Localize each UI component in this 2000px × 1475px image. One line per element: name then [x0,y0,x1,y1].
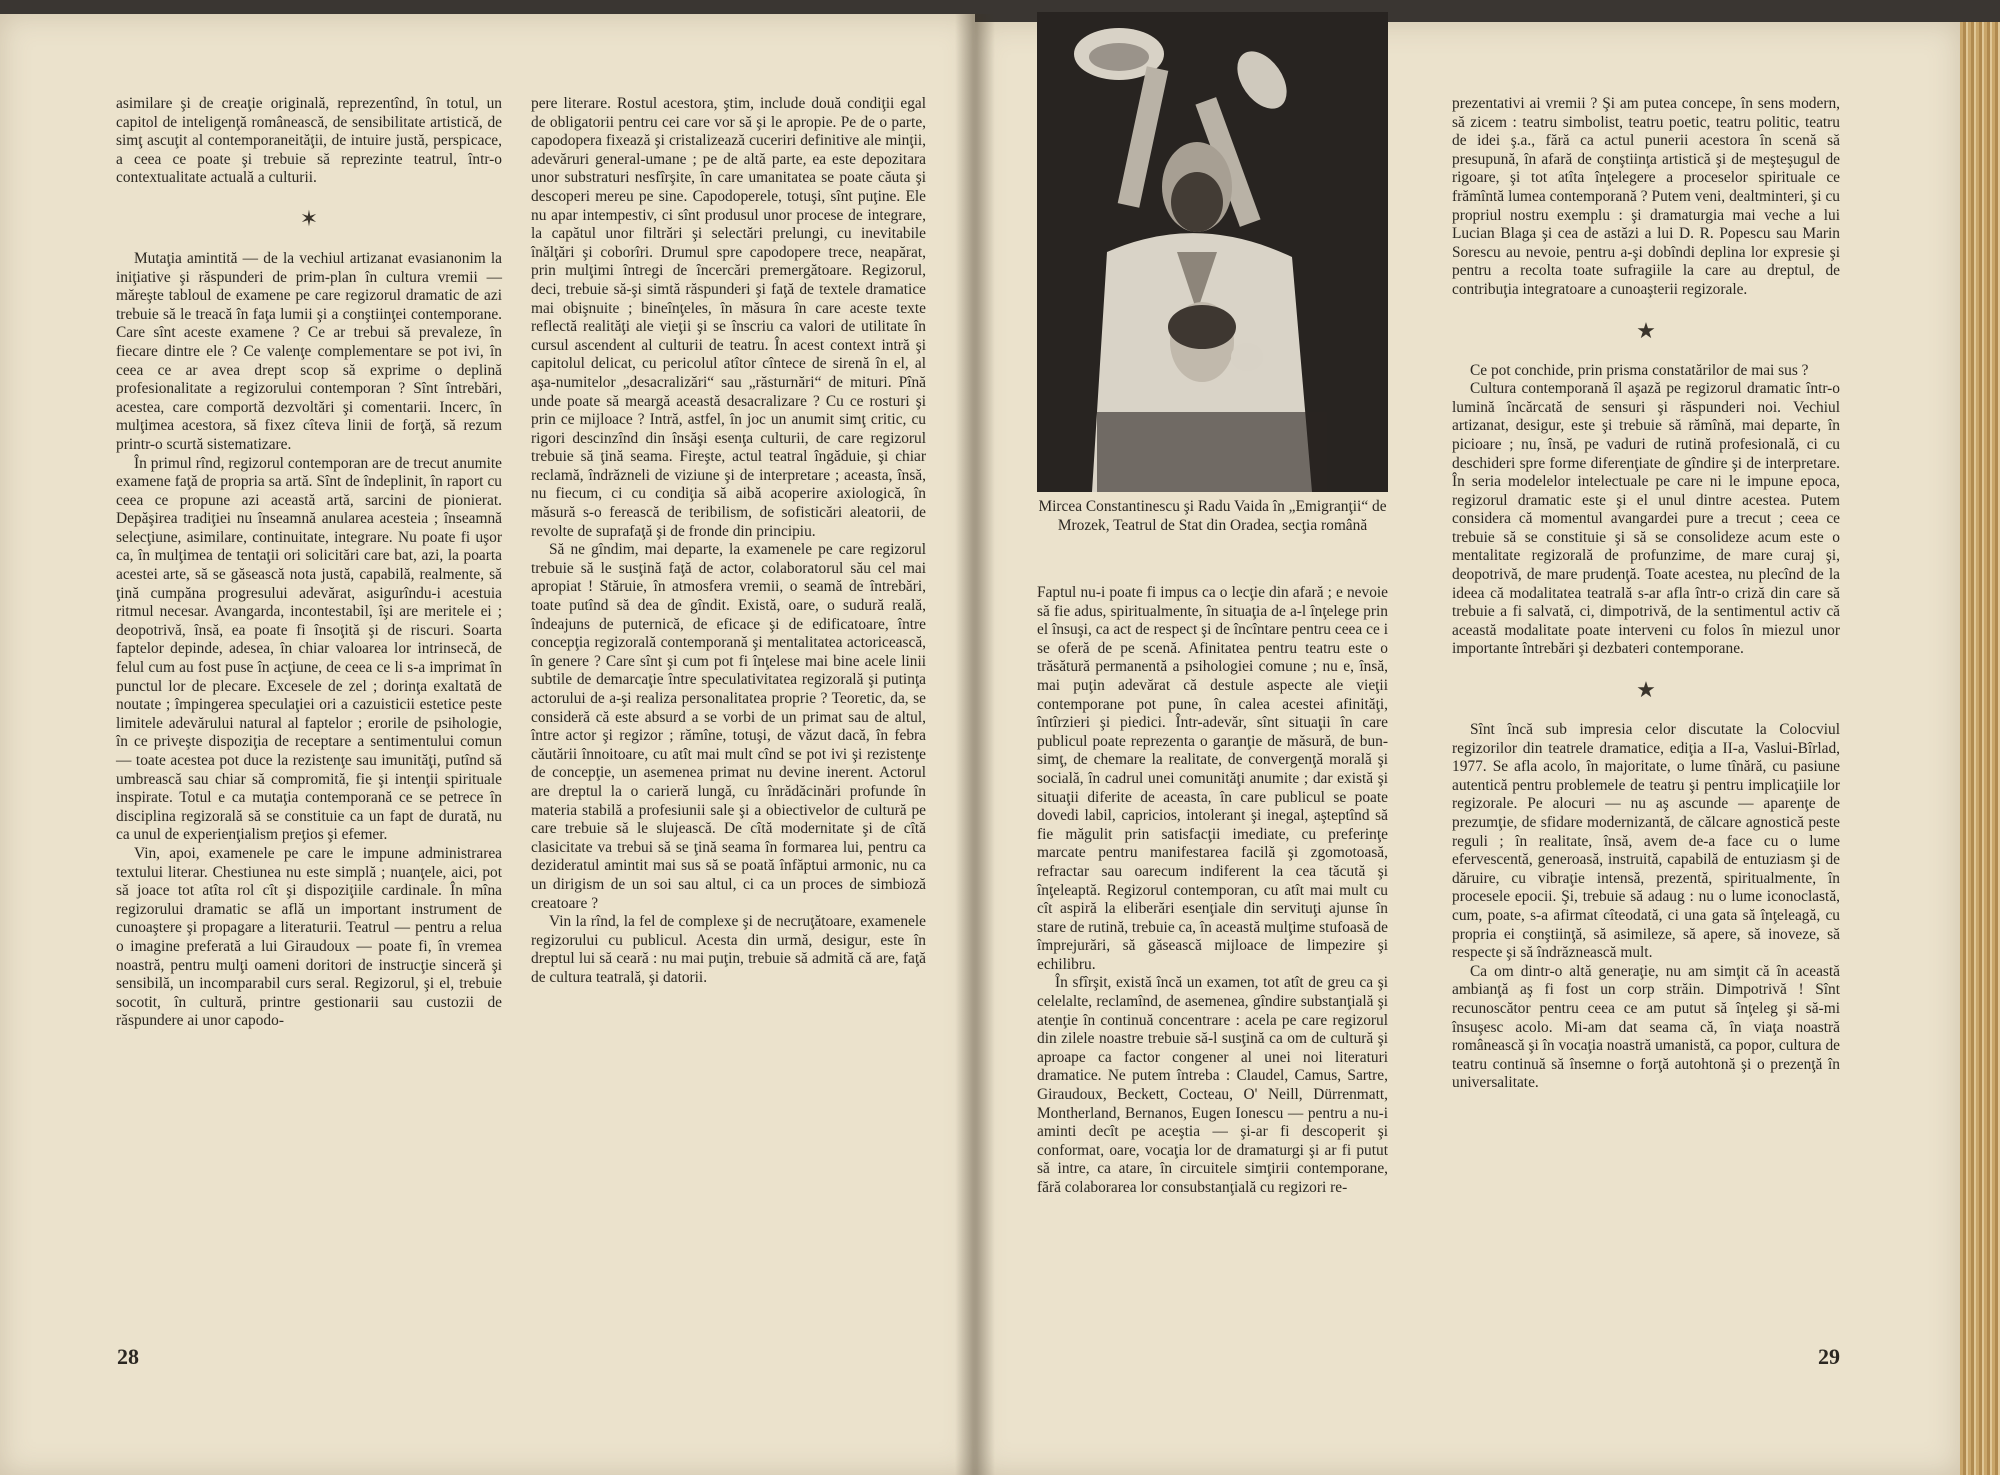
paragraph: Mutaţia amintită — de la vechiul artizanat evasianonim la iniţiative şi răspunderi de prim-plan în cultura vremii — măreşte tabloul de examene pe care regizorul dramatic de azi trebuie să le treacă în faţa lumii şi a conştiinţei contemporane. Care sînt aceste examene ? Ce ar trebui să prevaleze, în fiecare dintre ele ? Ce valenţe complementare se pot ivi, în ceea ce ar avea drept scop să exprime o deplină profesionalitate a regizorului contemporan ? Sînt întrebări, acestea, care comportă dezvoltări şi comentarii. Incerc, în mulţimea acestora, să fixez cîteva linii de forţă, să rezum printr-o scurtă sistematizare. [116,249,502,453]
paragraph: Să ne gîndim, mai departe, la examenele pe care regizorul trebuie să le susţină faţă de actor, colaboratorul său cel mai apropiat ! Stăruie, în atmosfera vremii, o seamă de întrebări, toate putînd să dea de gîndit. Există, oare, o sudură reală, îndeajuns de puternică, de eficace şi de edificatoare, între concepţia regizorală contemporană şi mentalitatea actoricească, în genere ? Care sînt şi cum pot fi înţelese mai bine acele linii subtile de demarcaţie între speculativitatea regizorală şi putinţa actorului de a-şi realiza personalitatea proprie ? Teoretic, da, se consideră că este absurd a se vorbi de un primat sau de altul, între actor şi regizor ; rămîne, totuşi, de văzut dacă, în febra căutării înnoitoare, cu atît mai mult cînd se pot ivi şi rezistenţe de concepţie, un asemenea primat nu devine inerent. Actorul are dreptul la o carieră lungă, cu înrădăcinări profunde în materia stabilă a profesiunii sale şi a obiectivelor de cultură pe care trebuie să le slujească. De cîtă modernitate şi de cîtă clasicitate va trebui să se ţină seama în formarea lui, pentru ca dezideratul amintit mai sus să se poată înfăptui armonic, nu ca un dirigism de un soi sau altul, ci ca un proces de simbioză creatoare ? [531,541,926,912]
stage-photo [1037,12,1388,492]
page-number-left: 28 [117,1344,139,1369]
paragraph: Vin, apoi, examenele pe care le impune administrarea textului literar. Chestiunea nu este simplă ; nuanţele, aici, pot să joace tot atîta rol cît şi dispoziţiile cardinale. În mîna regizorului dramatic se află un important instrument de cunoaştere şi propagare a literaturii. Teatrul — pentru a relua o imagine preferată a lui Giraudoux — poate fi, în vremea noastră, pentru mulţi oameni doritori de instrucţie sinceră şi sensibilă, un incomparabil curs seral. Regizorul, şi el, trebuie socotit, în cultură, printre gestionarii sau custozii de răspundere ai unor capodo- [116,844,502,1030]
section-separator: ★ [1636,317,1656,343]
column-2 [531,95,926,988]
column-1 [116,95,502,1031]
stage-photo-image [1037,12,1388,492]
paragraph: Ca om dintr-o altă generaţie, nu am simţit că în această ambianţă aş fi fost un corp străin. Dimpotrivă ! Sînt recunoscător pentru ceea ce am putut să înţeleg şi să-mi însuşesc acolo. Mi-am dat seama că, în viaţa noastră românească şi în vocaţia noastră umanistă, ca popor, cultura de teatru continuă să însemne o forţă autohtonă şi o prezenţă în universalitate. [1452,962,1840,1092]
paragraph: Cultura contemporană îl aşază pe regizorul dramatic într-o lumină încărcată de sensuri şi răspunderi noi. Vechiul artizanat, desigur, este şi trebuie să rămînă, mai departe, în picioare ; nu, însă, pe vaduri de rutină profesională, ci cu deschideri spre forme diferenţiate de gîndire şi de interpretare. În seria modelelor intelectuale pe care ni le impune epoca, regizorul dramatic este şi el unul dintre acestea. Putem considera că momentul avangardei pure a trecut ; ceea ce trebuie să se constituie şi să se consolideze acum este o mentalitate regizorală de profunzime, de mare curaj şi, deopotrivă, de mare prudenţă. Toate acestea, nu plecînd de la ideea că modalitatea teatrală s-ar afla într-o criză din care să trebuie a fi salvată, ci, dimpotrivă, de la sentimentul activ că această modalitate poate interveni cu folos în miezul unor importante întrebări şi dezbateri contemporane. [1452,380,1840,658]
paragraph: În primul rînd, regizorul contemporan are de trecut anumite examene faţă de propria sa artă. Sînt de îndeplinit, în raport cu ceea ce propune azi această artă, sarcini de pionierat. Depăşirea tradiţiei nu înseamnă anularea acesteia ; înseamnă selecţiune, asimilare, continuitate, integrare. Nu poate fi uşor ca, în mulţimea de tentaţii ori solicitări care bat, azi, la poarta acestei arte, să se găsească nota justă, capabilă, realmente, să ţină cumpăna progresului adevărat, asigurîndu-i acestuia ritmul necesar. Avangarda, incontestabil, îşi are meritele ei ; deopotrivă, însă, ea poate fi însoţită şi de riscuri. Soarta faptelor depinde, adesea, în chiar valoarea lor intrinsecă, de felul cum au fost puse în acţiune, de ceea ce li s-a imprimat în punctul lor de plecare. Excesele de zel ; dorinţa exaltată de noutate ; împingerea speculaţiei ori a cazuisticii estetice peste limitele adevărului natural al faptelor ; erorile de psihologie, în ce priveşte dispoziţia de receptare a sentimentului comun — toate acestea pot duce la rezistenţe sau imunităţi, putînd să umbrească sau chiar să compromită, fie şi intenţii spirituale inspirate. Totul e ca mutaţia contemporană ce se petrece în disciplina regizorală să se constituie ca un fapt de durată, nu ca unul de experienţialism preţios şi efemer. [116,454,502,844]
page-number-right: 29 [1818,1344,1840,1369]
paragraph: asimilare şi de creaţie originală, reprezentînd, în totul, un capitol de inteligenţă românească, de sensibilitate artistică, de simţ ascuţit al contemporaneităţii, de intuire justă, perspicace, a ceea ce poate şi trebuie să reprezinte teatrul, într-o contextualitate actuală a culturii. [116,95,502,187]
column-3 [1037,584,1388,1198]
paragraph: Ce pot conchide, prin prisma constatărilor de mai sus ? [1470,361,1809,379]
column-4 [1452,95,1840,1093]
paragraph: prezentativi ai vremii ? Şi am putea concepe, în sens modern, să zicem : teatru simbolist, teatru poetic, teatru politic, teatru de idei ş.a., fără ca actul punerii acestora în scenă să presupună, în afară de conştiinţa artistică şi de meşteşugul de rigoare, şi tot atîta înţelegere a proceselor spirituale ce frămîntă lumea contemporană ? Putem veni, dealtminteri, şi cu propriul nostru exemplu : şi dramaturgia mai veche a lui Lucian Blaga şi cea de astăzi a lui D. R. Popescu sau Marin Sorescu au nevoie, pentru a-şi dobîndi deplina lor expresie şi pentru a recolta toate sufragiile la care au dreptul, de contribuţia integratoare a cunoaşterii regizorale. [1452,95,1840,298]
paragraph: pere literare. Rostul acestora, ştim, include două condiţii egal de obligatorii pentru cei care vor să şi le apropie. Pe de o parte, capodopera fixează şi cristalizează cuceriri definitive ale minţii, adevăruri general-umane ; pe de altă parte, ea este depozitara unor substraturi nesfîrşite, în care umanitatea se poate căuta şi descoperi mereu pe sine. Capodoperele, totuşi, sînt puţine. Ele nu apar intempestiv, ci sînt produsul unor procese de integrare, la capătul unor filtrări şi selectări prelungi, cu inevitabile înălţări şi coborîri. Drumul spre capodopere trece, neapărat, prin mulţimi întregi de încercări premergătoare. Regizorul, deci, trebuie să-şi simtă răspunderi şi faţă de textele dramatice mai obişnuite ; bineînţeles, în măsura în care aceste texte reflectă realităţi ale vieţii şi se înscriu ca valori de utilitate în cursul ascendent al culturii de teatru. În acest context intră şi capitolul delicat, cu pericolul atîtor cîntece de sirenă în el, al aşa-numitelor „desacralizări“ sau „răsturnări“ de mituri. Pînă unde poate să meargă această desacralizare ? Cu ce rosturi şi prin ce mijloace ? Intră, astfel, în joc un anumit simţ critic, cu rigori descinzînd din însăşi esenţa culturii, de care regizorul trebuie să ţină seama. Fireşte, actul teatral îngăduie, şi chiar reclamă, îndrăzneli de viziune şi de interpretare ; aceasta, însă, nu fiecum, ci cu condiţia să aibă acoperire axiologică, în măsură s-o ferească de teribilism, de sofisticări aleatorii, de revolte de suprafaţă şi de fronde din principiu. [531,95,926,540]
paragraph: Vin la rînd, la fel de complexe şi de necruţătoare, examenele regizorului cu publicul. Acesta din urmă, desigur, este în dreptul lui să ceară : nu mai puţin, trebuie să admită că are, faţă de cultura teatrală, şi datorii. [531,913,926,986]
page-edges [1960,22,2000,1475]
paragraph: Sînt încă sub impresia celor discutate la Colocviul regizorilor din teatrele dramatice, ediţia a II-a, Vaslui-Bîrlad, 1977. Se afla acolo, în majoritate, o lume tînără, cu pasiune autentică pentru problemele de teatru şi pentru implicaţiile lor regizorale. Pe alocuri — nu aş ascunde — aparenţe de prezumţie, de sfidare modernizantă, de călcare agnostică peste reguli ; în realitate, însă, avem de-a face cu o lume efervescentă, generoasă, instruită, capabilă de entuziasm şi de dăruire, cu vibraţie intensă, prezentă, spiritualmente, în procesele epocii. Şi, trebuie să adaug : nu o lume iconoclastă, cum, poate, s-a afirmat cîteodată, ci una gata să înţeleagă, cu propria ei conştiinţă, să asimileze, să apere, să inoveze, să respecte şi să îndrăznească mult. [1452,721,1840,962]
section-separator: ✶ [299,205,319,231]
paragraph: În sfîrşit, există încă un examen, tot atît de greu ca şi celelalte, reclamînd, de asemenea, gîndire substanţială şi atenţie în continuă concentrare : acela pe care regizorul din zilele noastre trebuie să-l susţină ca om de cultură şi aproape ca factor congener al unei noi literaturi dramatice. Ne putem întreba : Claudel, Camus, Sartre, Giraudoux, Beckett, Cocteau, O' Neill, Dürrenmatt, Montherland, Bernanos, Eugen Ionescu — pentru a nu-i aminti decît pe aceştia — şi-ar fi descoperit şi conformat, oare, vocaţia lor de dramaturgi şi ar fi putut să intre, ca atare, în circuitele simţirii contemporane, fără colaborarea lor consubstanţială cu regizori re- [1037,974,1388,1196]
photo-caption: Mircea Constantinescu şi Radu Vaida în „Emigranţii“ de Mrozek, Teatrul de Stat din Oradea, secţia română [1038,498,1387,534]
paragraph: Faptul nu-i poate fi impus ca o lecţie din afară ; e nevoie să fie adus, spiritualmente, în situaţia de a-l înţelege prin el însuşi, ca act de respect şi de încîntare pentru ceea ce i se oferă de pe scenă. Afinitatea pentru teatru este o trăsătură permanentă a psihologiei comune ; nu e, însă, mai puţin adevărat că destule aspecte ale vieţii contemporane pot pune, în calea acestei afinităţi, întîrzieri şi piedici. Într-adevăr, sînt situaţii în care publicul poate reprezenta o garanţie de măsură, de bun-simţ, de chemare la realitate, de convergenţă morală şi socială, în cadrul unei comunităţi anumite ; dar există şi situaţii diferite de aceasta, în care publicul se poate dovedi labil, capricios, intolerant şi inegal, aşteptînd să fie măgulit prin satisfacţii imediate, cu preferinţe marcate pentru manifestarea facilă şi zgomotoasă, refractar sau oarecum indiferent la cea tăcută şi înţeleaptă. Regizorul contemporan, cu atît mai mult cu cît aspiră la eliberări esenţiale din servituţi ajunse în stare de rutină, trebuie ca, în această mulţime stufoasă de împrejurări, să găsească mijloace de limpezire şi echilibru. [1037,584,1388,973]
section-separator: ★ [1636,677,1656,703]
book-spine [955,14,995,1475]
